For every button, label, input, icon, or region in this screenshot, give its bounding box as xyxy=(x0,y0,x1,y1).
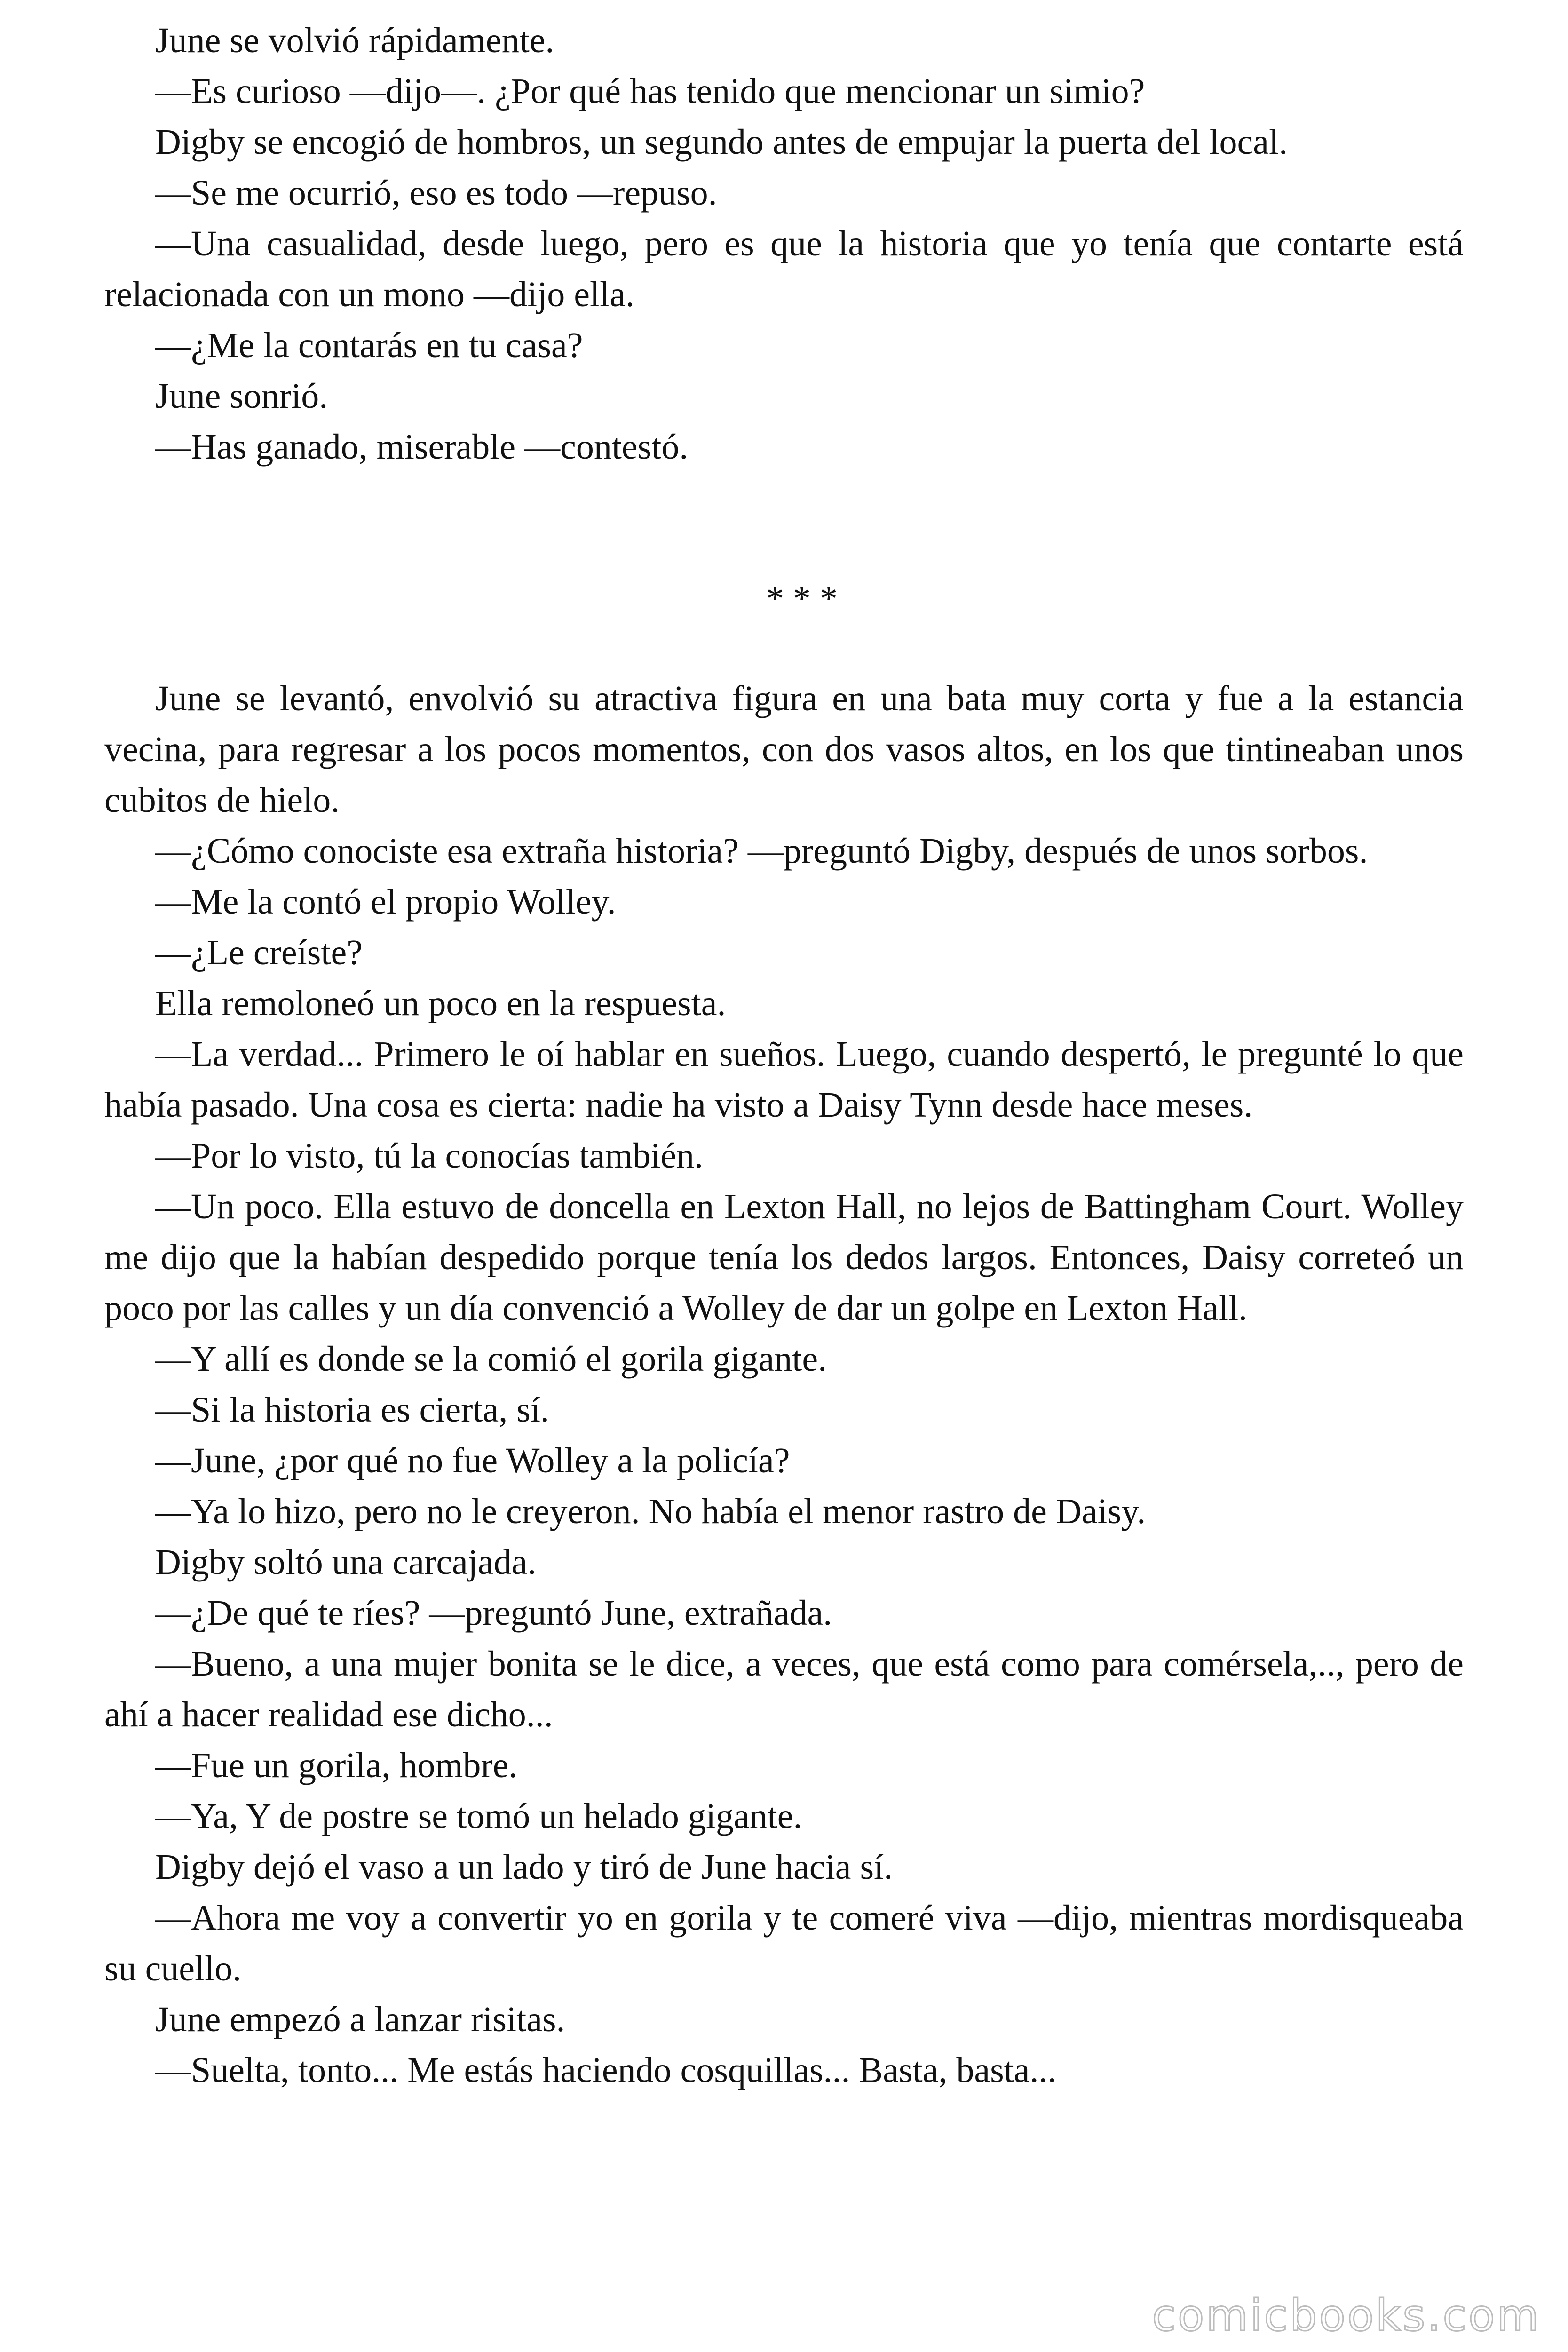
paragraph: —June, ¿por qué no fue Wolley a la policía? xyxy=(155,1441,790,1480)
paragraph: —Por lo visto, tú la conocías también. xyxy=(155,1136,704,1176)
paragraph: June empezó a lanzar risitas. xyxy=(155,2000,565,2039)
paragraph: —¿Me la contarás en tu casa? xyxy=(155,326,583,365)
paragraph: —Ya, Y de postre se tomó un helado gigante. xyxy=(155,1796,802,1836)
paragraph: Digby se encogió de hombros, un segundo antes de empujar la puerta del local. xyxy=(155,122,1288,162)
paragraph: —Es curioso —dijo—. ¿Por qué has tenido que mencionar un simio? xyxy=(155,72,1145,111)
paragraph: —Y allí es donde se la comió el gorila gigante. xyxy=(155,1339,827,1379)
paragraph: —Se me ocurrió, eso es todo —repuso. xyxy=(155,173,717,213)
paragraph: —Si la historia es cierta, sí. xyxy=(155,1390,549,1430)
paragraph: Ella remoloneó un poco en la respuesta. xyxy=(155,984,726,1023)
paragraph: —¿Cómo conociste esa extraña historia? —preguntó Digby, después de unos sorbos. xyxy=(155,831,1368,871)
paragraph: June se levantó, envolvió su atractiva figura en una bata muy corta y fue a la estancia vecina, para regresar a los pocos momentos, con dos vasos altos, en los que tintineaban unos cubitos de hielo. xyxy=(104,679,1464,820)
text-block-2 xyxy=(104,673,1464,2096)
paragraph: —La verdad... Primero le oí hablar en sueños. Luego, cuando despertó, le pregunté lo que había pasado. Una cosa es cierta: nadie ha visto a Daisy Tynn desde hace meses. xyxy=(104,1034,1464,1125)
paragraph: —Suelta, tonto... Me estás haciendo cosquillas... Basta, basta... xyxy=(155,2050,1057,2090)
section-separator: * * * xyxy=(766,579,838,619)
paragraph: Digby dejó el vaso a un lado y tiró de June hacia sí. xyxy=(155,1847,893,1887)
paragraph: —Ahora me voy a convertir yo en gorila y te comeré viva —dijo, mientras mordisqueaba su cuello. xyxy=(104,1898,1464,1988)
paragraph: June sonrió. xyxy=(155,376,328,416)
paragraph: —¿Le creíste? xyxy=(155,933,363,972)
watermark-logo: comicbooks.com xyxy=(1152,2290,1541,2341)
paragraph: —Una casualidad, desde luego, pero es que la historia que yo tenía que contarte está relacionada con un mono —dijo ella. xyxy=(104,224,1464,314)
paragraph: —Me la contó el propio Wolley. xyxy=(155,882,616,922)
paragraph: June se volvió rápidamente. xyxy=(155,21,554,60)
paragraph: —Ya lo hizo, pero no le creyeron. No había el menor rastro de Daisy. xyxy=(155,1492,1146,1531)
paragraph: —Un poco. Ella estuvo de doncella en Lexton Hall, no lejos de Battingham Court. Wolley me dijo que la habían despedido porque tenía los dedos largos. Entonces, Daisy correteó un poco por las calles y un día convenció a Wolley de dar un golpe en Lexton Hall. xyxy=(104,1187,1464,1328)
text-block-1 xyxy=(104,15,1464,472)
paragraph: —Fue un gorila, hombre. xyxy=(155,1746,518,1785)
paragraph: —¿De qué te ríes? —preguntó June, extrañada. xyxy=(155,1593,832,1633)
paragraph: —Has ganado, miserable —contestó. xyxy=(155,427,689,467)
paragraph: Digby soltó una carcajada. xyxy=(155,1542,537,1582)
paragraph: —Bueno, a una mujer bonita se le dice, a veces, que está como para comérsela,.., pero de ahí a hacer realidad ese dicho... xyxy=(104,1644,1464,1734)
